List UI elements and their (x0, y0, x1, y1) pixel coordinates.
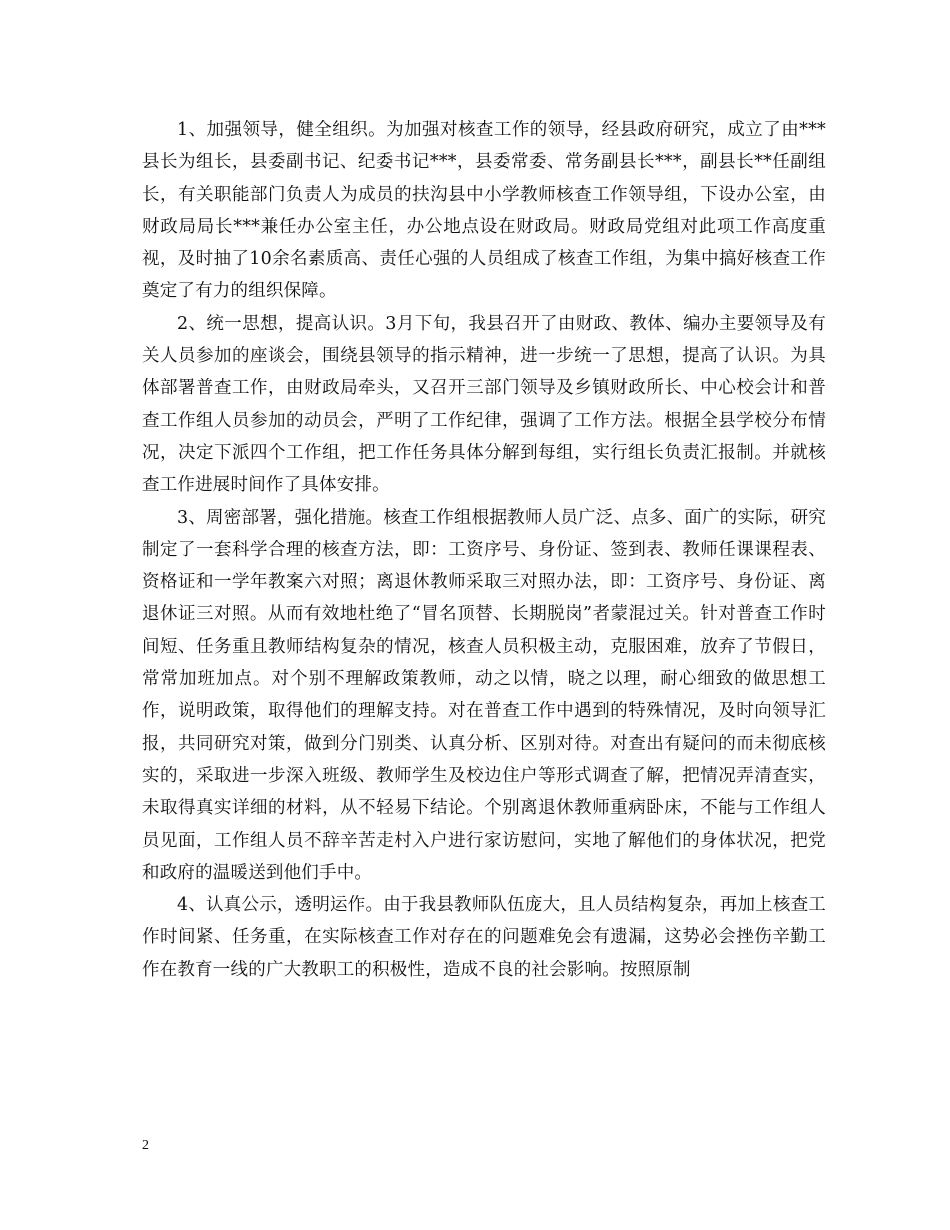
document-body (142, 114, 826, 986)
paragraph-2: 2、统一思想，提高认识。3月下旬，我县召开了由财政、教体、编办主要领导及有关人员参加的座谈会，围绕县领导的指示精神，进一步统一了思想，提高了认识。为具体部署普查工作，由财政局牵头，又召开三部门领导及乡镇财政所长、中心校会计和普查工作组人员参加的动员会，严明了工作纪律，强调了工作方法。根据全县学校分布情况，决定下派四个工作组，把工作任务具体分解到每组，实行组长负责汇报制。并就核查工作进展时间作了具体安排。 (142, 313, 826, 496)
paragraph-4: 4、认真公示，透明运作。由于我县教师队伍庞大，且人员结构复杂，再加上核查工作时间紧、任务重，在实际核查工作对存在的问题难免会有遗漏，这势必会挫伤辛勤工作在教育一线的广大教职工的积极性，造成不良的社会影响。按照原制 (142, 895, 826, 980)
paragraph-1: 1、加强领导，健全组织。为加强对核查工作的领导，经县政府研究，成立了由***县长为组长，县委副书记、纪委书记***，县委常委、常务副县长***，副县长**任副组长，有关职能部门负责人为成员的扶沟县中小学教师核查工作领导组，下设办公室，由财政局局长***兼任办公室主任，办公地点设在财政局。财政局党组对此项工作高度重视，及时抽了10余名素质高、责任心强的人员组成了核查工作组，为集中搞好核查工作奠定了有力的组织保障。 (142, 120, 826, 302)
page-number: 2 (142, 1138, 149, 1153)
paragraph-3: 3、周密部署，强化措施。核查工作组根据教师人员广泛、点多、面广的实际，研究制定了一套科学合理的核查方法，即：工资序号、身份证、签到表、教师任课课程表、资格证和一学年教案六对照；离退休教师采取三对照办法，即：工资序号、身份证、离退休证三对照。从而有效地杜绝了“冒名顶替、长期脱岗”者蒙混过关。针对普查工作时间短、任务重且教师结构复杂的情况，核查人员积极主动，克服困难，放弃了节假日，常常加班加点。对个别不理解政策教师，动之以情，晓之以理，耐心细致的做思想工作，说明政策，取得他们的理解支持。对在普查工作中遇到的特殊情况，及时向领导汇报，共同研究对策，做到分门别类、认真分析、区别对待。对查出有疑问的而未彻底核实的，采取进一步深入班级、教师学生及校边住户等形式调查了解，把情况弄清查实，未取得真实详细的材料，从不轻易下结论。个别离退休教师重病卧床，不能与工作组人员见面，工作组人员不辞辛苦走村入户进行家访慰问，实地了解他们的身体状况，把党和政府的温暖送到他们手中。 (142, 507, 826, 883)
